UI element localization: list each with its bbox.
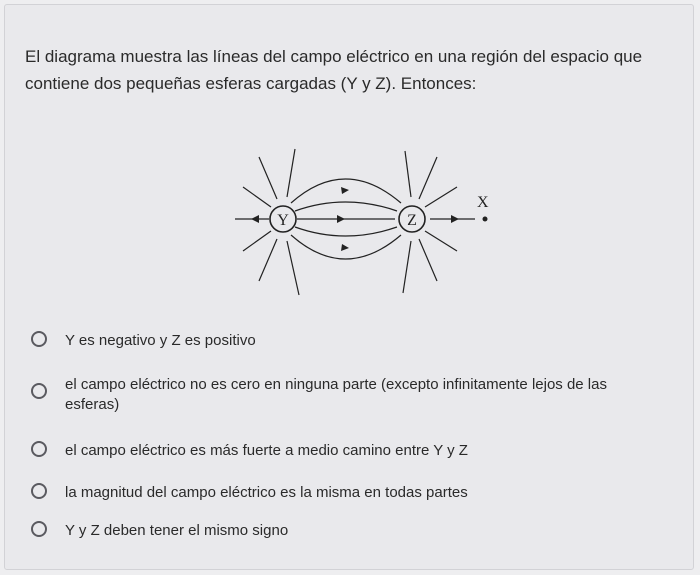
field-line [295,227,397,236]
field-line [419,157,437,199]
option-label: la magnitud del campo eléctrico es la misma en todas partes [65,484,468,501]
field-line [259,239,277,281]
radio-button[interactable] [31,331,47,347]
arrowhead [251,215,259,223]
point-x-marker [483,217,488,222]
arrowhead [341,187,349,194]
field-line [243,187,271,207]
field-line [287,149,295,197]
field-line [287,241,299,295]
field-line [419,239,437,281]
arrowhead [451,215,459,223]
field-line [425,187,457,207]
option-label: Y y Z deben tener el mismo signo [65,522,289,539]
question-text: El diagrama muestra las líneas del campo eléctrico en una región del espacio que contiene dos pequeñas esferas cargadas (Y y Z). Entonces: [25,47,643,93]
radio-button[interactable] [31,383,47,399]
point-x-label: X [477,194,489,211]
option-label: el campo eléctrico no es cero en ninguna parte (excepto infinitamente lejos de las esferas) [65,376,607,413]
radio-button[interactable] [31,483,47,499]
radio-button[interactable] [31,521,47,537]
field-line [295,202,397,211]
field-line [405,151,411,197]
option-label: Y es negativo y Z es positivo [65,332,256,349]
sphere-z-label: Z [407,212,417,229]
arrowhead [341,244,349,251]
option-label: el campo eléctrico es más fuerte a medio camino entre Y y Z [65,442,468,459]
sphere-y-label: Y [277,212,289,229]
arrowhead [337,215,345,223]
field-line [243,231,271,251]
field-line [259,157,277,199]
field-line [425,231,457,251]
field-line [403,241,411,293]
question-card [4,4,694,570]
electric-field-diagram [215,135,515,305]
radio-button[interactable] [31,441,47,457]
